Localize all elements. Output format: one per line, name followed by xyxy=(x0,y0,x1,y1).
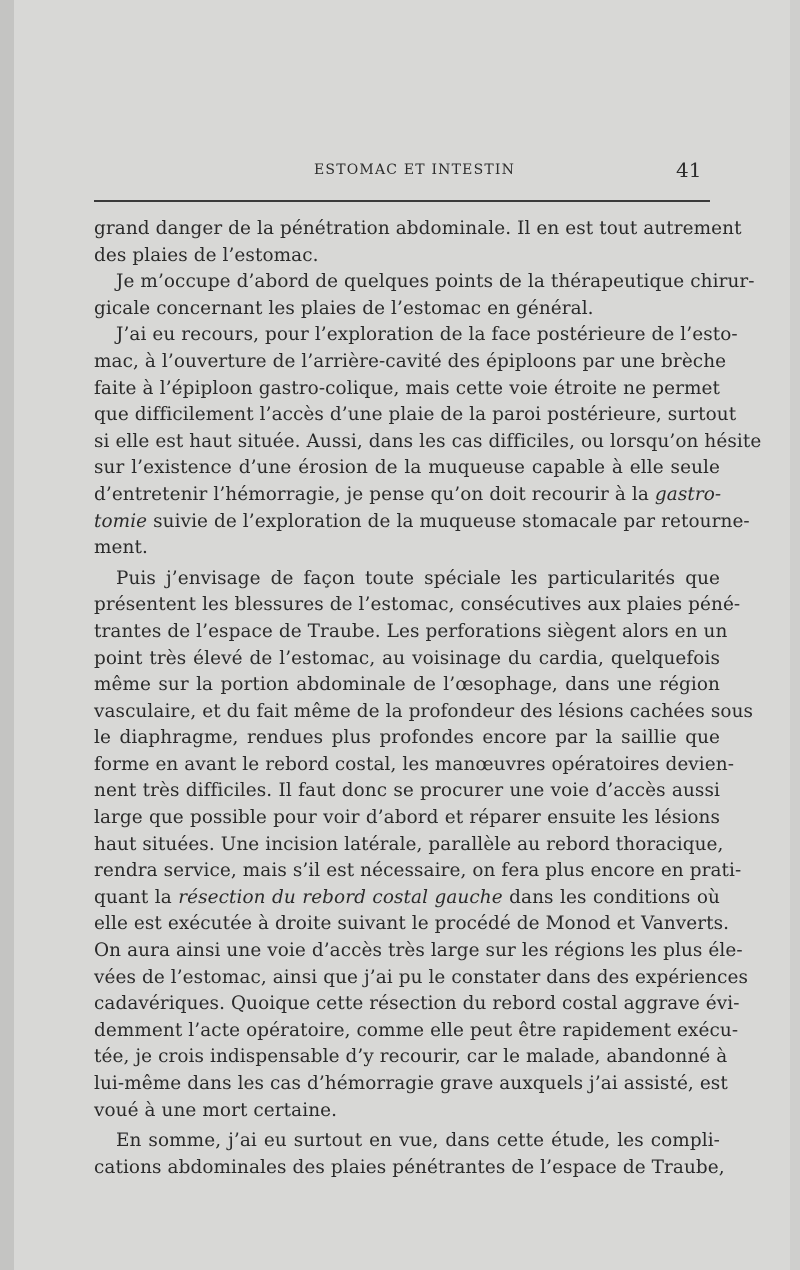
text-line: présentent les blessures de l’estomac, consécutives aux plaies péné- xyxy=(94,594,741,616)
italic-term: gastro- xyxy=(654,483,722,505)
text-line: que difficilement l’accès d’une plaie de la paroi postérieure, surtout xyxy=(94,404,737,426)
text-line: mac, à l’ouverture de l’arrière-cavité des épiploons par une brèche xyxy=(94,350,727,372)
text-segment: dans les conditions où xyxy=(502,886,720,908)
page-number: 41 xyxy=(676,158,702,182)
text-line: voué à une mort certaine. xyxy=(94,1099,338,1121)
text-line: J’ai eu recours, pour l’exploration de la face postérieure de l’esto- xyxy=(116,324,738,346)
body-text xyxy=(94,216,762,1181)
page-gutter-shadow xyxy=(0,0,14,1270)
text-line: haut situées. Une incision latérale, parallèle au rebord thoracique, xyxy=(94,833,724,855)
text-line: tée, je crois indispensable d’y recourir, car le malade, abandonné à xyxy=(94,1046,728,1068)
text-line: le diaphragme, rendues plus profondes encore par la saillie que xyxy=(94,727,720,749)
text-line: ment. xyxy=(94,537,148,559)
text-line: On aura ainsi une voie d’accès très large sur les régions les plus éle- xyxy=(94,940,743,962)
text-line: même sur la portion abdominale de l’œsophage, dans une région xyxy=(94,674,720,696)
text-line: faite à l’épiploon gastro-colique, mais cette voie étroite ne permet xyxy=(94,377,720,399)
page-edge-shadow xyxy=(790,0,800,1270)
text-line: En somme, j’ai eu surtout en vue, dans cette étude, les compli- xyxy=(116,1130,720,1152)
text-line xyxy=(94,509,750,536)
text-line: sur l’existence d’une érosion de la muqueuse capable à elle seule xyxy=(94,457,720,479)
text-line: gicale concernant les plaies de l’estomac en général. xyxy=(94,297,594,319)
text-line: lui-même dans les cas d’hémorragie grave auxquels j’ai assisté, est xyxy=(94,1073,728,1094)
running-header xyxy=(0,160,800,184)
text-line: nent très difficiles. Il faut donc se procurer une voie d’accès aussi xyxy=(94,780,720,802)
text-line: cadavériques. Quoique cette résection du rebord costal aggrave évi- xyxy=(94,993,740,1015)
text-line xyxy=(94,885,720,912)
text-line xyxy=(94,482,720,509)
italic-term: résection du rebord costal gauche xyxy=(178,886,503,908)
italic-term: tomie xyxy=(94,510,148,532)
text-line: si elle est haut située. Aussi, dans les cas difficiles, ou lorsqu’on hésite xyxy=(94,430,762,452)
text-line: Je m’occupe d’abord de quelques points de la thérapeutique chirur- xyxy=(116,271,755,293)
header-rule xyxy=(94,200,710,202)
text-segment: d’entretenir l’hémorragie, je pense qu’on doit recourir à la xyxy=(94,483,655,505)
text-segment: suivie de l’exploration de la muqueuse stomacale par retourne- xyxy=(147,510,750,532)
text-line: elle est exécutée à droite suivant le procédé de Monod et Vanverts. xyxy=(94,913,730,935)
text-line: trantes de l’espace de Traube. Les perforations siègent alors en un xyxy=(94,620,728,642)
text-line: Puis j’envisage de façon toute spéciale les particularités que xyxy=(116,567,720,589)
text-line: vasculaire, et du fait même de la profondeur des lésions cachées sous xyxy=(94,700,754,722)
text-line: point très élevé de l’estomac, au voisinage du cardia, quelquefois xyxy=(94,647,720,669)
text-line: forme en avant le rebord costal, les manœuvres opératoires devien- xyxy=(94,753,735,775)
text-line: large que possible pour voir d’abord et réparer ensuite les lésions xyxy=(94,807,720,829)
text-line: cations abdominales des plaies pénétrantes de l’espace de Traube, xyxy=(94,1156,725,1178)
text-line: vées de l’estomac, ainsi que j’ai pu le constater dans des expériences xyxy=(94,966,749,988)
running-title: ESTOMAC ET INTESTIN xyxy=(314,162,516,178)
text-line: grand danger de la pénétration abdominale. Il en est tout autrement xyxy=(94,218,742,239)
text-line: des plaies de l’estomac. xyxy=(94,244,319,266)
text-line: demment l’acte opératoire, comme elle peut être rapidement exécu- xyxy=(94,1019,739,1041)
text-segment: quant la xyxy=(94,886,179,908)
text-line: rendra service, mais s’il est nécessaire, on fera plus encore en prati- xyxy=(94,860,742,882)
